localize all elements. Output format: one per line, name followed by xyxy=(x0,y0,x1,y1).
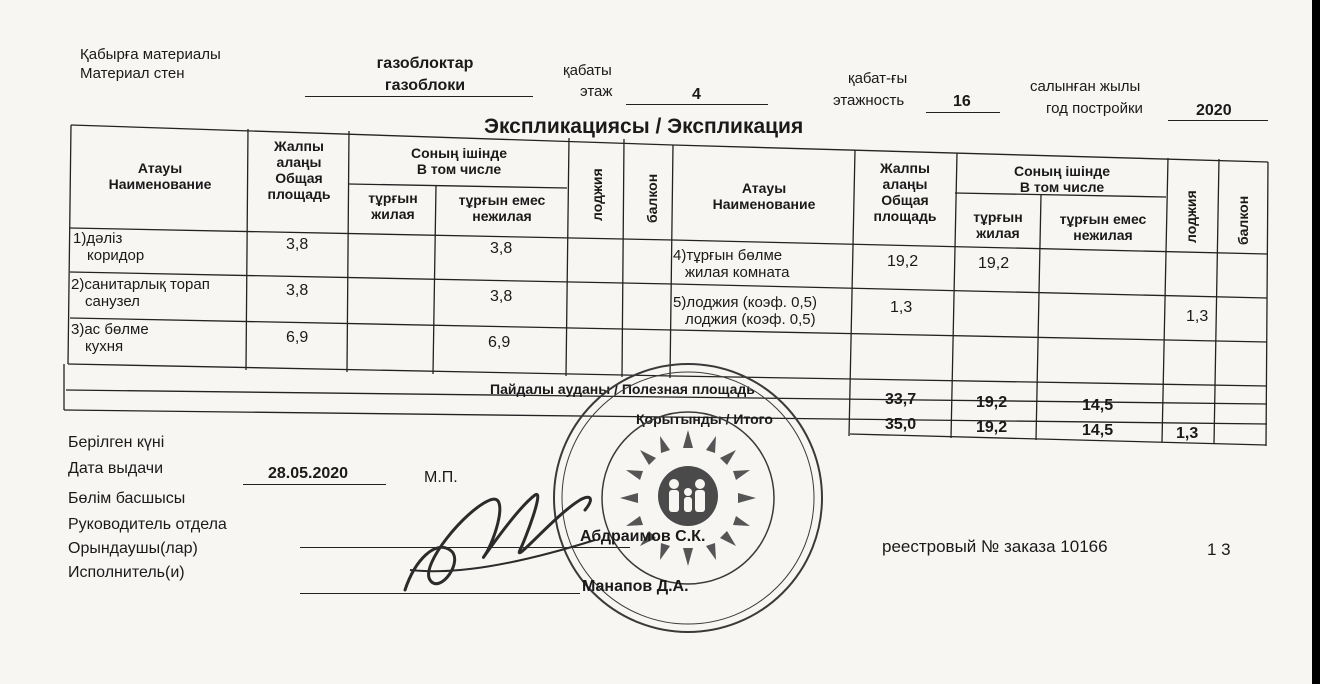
head-label-ru: Руководитель отдела xyxy=(68,516,227,533)
executor-label-kz: Орындаушы(лар) xyxy=(68,540,198,557)
row-1-nonliving: 3,8 xyxy=(490,240,513,257)
storeys-value: 16 xyxy=(953,93,971,110)
row-3-nonliving: 6,9 xyxy=(488,334,511,351)
row-4-living: 19,2 xyxy=(978,255,1010,272)
floor-value: 4 xyxy=(692,86,701,103)
col-loggia-header-left: лоджия xyxy=(589,168,605,221)
explication-title: Экспликациясы / Экспликация xyxy=(484,115,804,138)
col-incl-header-left: Соның ішінде В том числе xyxy=(411,145,507,177)
year-label-ru: год постройки xyxy=(1046,100,1143,117)
executor-name: Манапов Д.А. xyxy=(582,578,689,595)
col-nonliving-header-left: тұрғын емес нежилая xyxy=(458,192,546,224)
row-4-name: 4)тұрғын бөлме жилая комната xyxy=(673,247,790,281)
col-balcony-header-left: балкон xyxy=(644,173,660,223)
wall-material-label-kz: Қабырға материалы xyxy=(80,46,221,63)
order-registry-suffix: 1 3 xyxy=(1207,540,1231,559)
row-1-name: 1)дәліз коридор xyxy=(73,230,145,264)
floor-label-kz: қабаты xyxy=(563,62,612,79)
grand-total-living: 19,2 xyxy=(976,419,1008,436)
col-loggia-header-right: лоджия xyxy=(1183,190,1199,243)
col-living-header-left: тұрғын жилая xyxy=(368,190,418,222)
row-5-name: 5)лоджия (коэф. 0,5) лоджия (коэф. 0,5) xyxy=(673,294,817,328)
executor-label-ru: Исполнитель(и) xyxy=(68,564,185,581)
col-total-area-header-right: Жалпы алаңы Общая площадь xyxy=(873,160,937,224)
row-3-total: 6,9 xyxy=(286,329,309,346)
year-label-kz: салынған жылы xyxy=(1030,78,1141,95)
storeys-label-ru: этажность xyxy=(833,92,905,109)
row-1-total: 3,8 xyxy=(286,236,309,253)
wall-material-label-ru: Материал стен xyxy=(80,65,185,82)
wall-material-value-ru: газоблоки xyxy=(384,77,466,94)
wall-material-value-kz: газоблоктар xyxy=(376,55,474,72)
useful-area-living: 19,2 xyxy=(976,394,1008,411)
row-5-loggia: 1,3 xyxy=(1186,308,1209,325)
row-2-nonliving: 3,8 xyxy=(490,288,513,305)
col-incl-header-right: Соның ішінде В том числе xyxy=(1014,163,1110,195)
row-5-total: 1,3 xyxy=(890,299,913,316)
order-registry-number: реестровый № заказа 10166 xyxy=(882,537,1108,556)
storeys-label-kz: қабат-ғы xyxy=(848,70,908,87)
useful-area-nonliving: 14,5 xyxy=(1082,397,1114,414)
issue-date-label-ru: Дата выдачи xyxy=(68,460,164,477)
issue-date-value: 28.05.2020 xyxy=(268,465,349,482)
row-3-name: 3)ас бөлме кухня xyxy=(71,321,149,355)
row-4-total: 19,2 xyxy=(887,253,919,270)
col-name-header-right: Атауы Наименование xyxy=(712,180,816,212)
issue-date-label-kz: Берілген күні xyxy=(68,434,165,451)
row-2-name: 2)санитарлық торап санузел xyxy=(71,276,210,310)
col-name-header-left: Атауы Наименование xyxy=(108,160,212,192)
issue-date-underline xyxy=(243,484,386,485)
grand-total-total: 35,0 xyxy=(885,416,917,433)
floor-label-ru: этаж xyxy=(580,83,613,100)
handwritten-signature xyxy=(395,470,605,610)
grand-total-label: Қорытынды / Итого xyxy=(636,411,773,427)
col-total-area-header-left: Жалпы алаңы Общая площадь xyxy=(267,138,331,202)
seal-place-mark: М.П. xyxy=(424,469,458,486)
useful-area-label: Пайдалы ауданы / Полезная площадь xyxy=(490,381,755,397)
grand-total-nonliving: 14,5 xyxy=(1082,422,1114,439)
year-value: 2020 xyxy=(1196,102,1232,119)
grand-total-loggia: 1,3 xyxy=(1176,425,1199,442)
head-label-kz: Бөлім басшысы xyxy=(68,490,186,507)
row-2-total: 3,8 xyxy=(286,282,309,299)
col-balcony-header-right: балкон xyxy=(1235,195,1251,245)
col-living-header-right: тұрғын жилая xyxy=(973,209,1023,241)
useful-area-total: 33,7 xyxy=(885,391,917,408)
head-name: Абдраимов С.К. xyxy=(580,528,706,545)
col-nonliving-header-right: тұрғын емес нежилая xyxy=(1059,211,1147,243)
